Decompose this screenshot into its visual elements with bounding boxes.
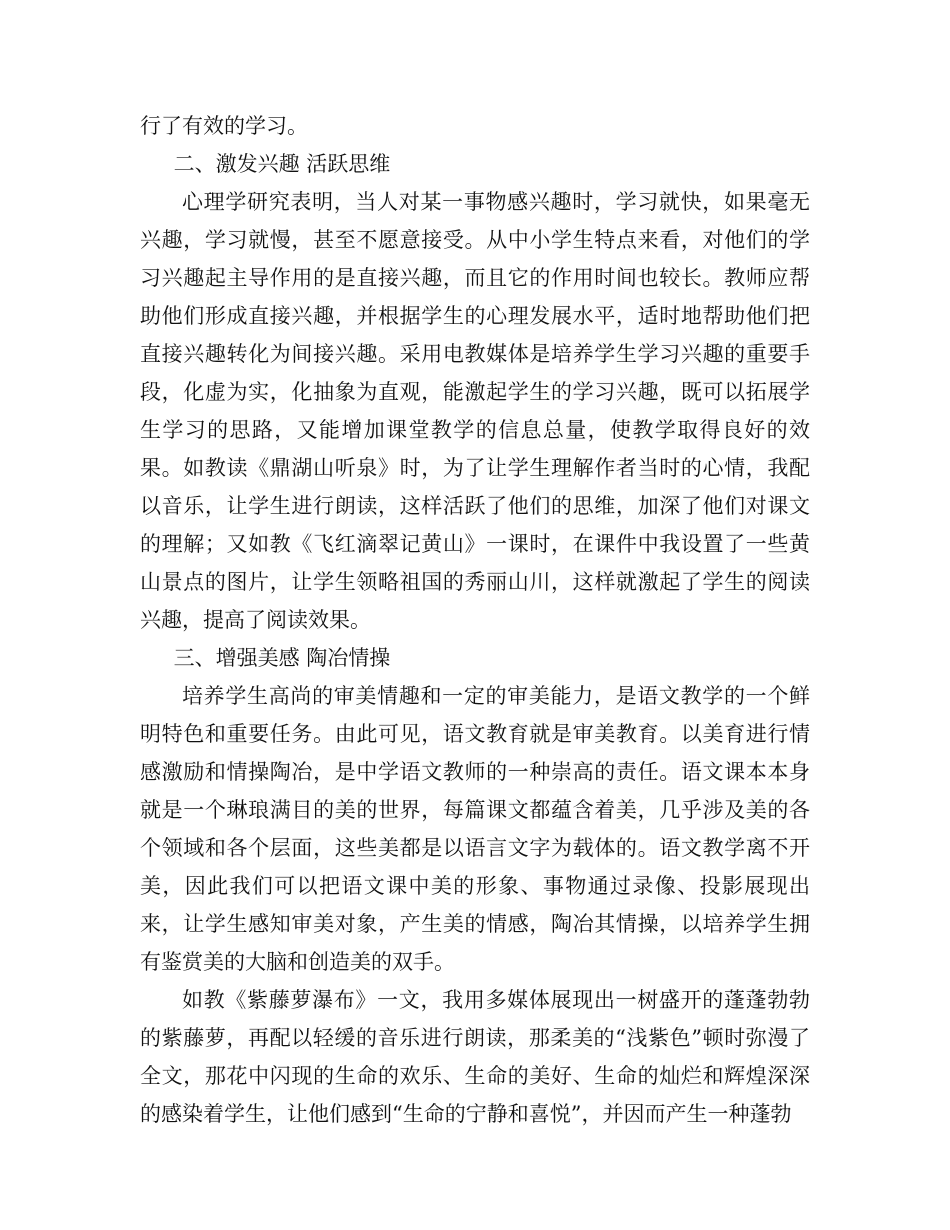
paragraph-aesthetics: 培养学生高尚的审美情趣和一定的审美能力，是语文教学的一个鲜明特色和重要任务。由此可见，语文教育就是审美教育。以美育进行情感激励和情操陶冶，是中学语文教师的一种崇高的责任。语文课本本身就是一个琳琅满目的美的世界，每篇课文都蕴含着美，几乎涉及美的各个领域和各个层面，这些美都是以语言文字为载体的。语文教学离不开美，因此我们可以把语文课中美的形象、事物通过录像、投影展现出来，让学生感知审美对象，产生美的情感，陶冶其情操，以培养学生拥有鉴赏美的大脑和创造美的双手。 <box>140 684 810 974</box>
paragraph-example-wisteria: 如教《紫藤萝瀑布》一文，我用多媒体展现出一树盛开的蓬蓬勃勃的紫藤萝，再配以轻缓的音乐进行朗读，那柔美的“浅紫色”顿时弥漫了全文，那花中闪现的生命的欢乐、生命的美好、生命的灿烂和辉煌深深的感染着学生，让他们感到“生命的宁静和喜悦”，并因而产生一种蓬勃 <box>140 988 810 1126</box>
paragraph-interest: 心理学研究表明，当人对某一事物感兴趣时，学习就快，如果毫无兴趣，学习就慢，甚至不愿意接受。从中小学生特点来看，对他们的学习兴趣起主导作用的是直接兴趣，而且它的作用时间也较长。教师应帮助他们形成直接兴趣，并根据学生的心理发展水平，适时地帮助他们把直接兴趣转化为间接兴趣。采用电教媒体是培养学生学习兴趣的重要手段，化虚为实，化抽象为直观，能激起学生的学习兴趣，既可以拓展学生学习的思路，又能增加课堂教学的信息总量，使教学取得良好的效果。如教读《鼎湖山听泉》时，为了让学生理解作者当时的心情，我配以音乐，让学生进行朗读，这样活跃了他们的思维，加深了他们对课文的理解；又如教《飞红滴翠记黄山》一课时，在课件中我设置了一些黄山景点的图片，让学生领略祖国的秀丽山川，这样就激起了学生的阅读兴趣，提高了阅读效果。 <box>140 190 810 632</box>
document-body <box>140 107 810 1133</box>
paragraph-continuation: 行了有效的学习。 <box>140 114 308 138</box>
section-heading-2: 二、激发兴趣 活跃思维 <box>173 152 391 176</box>
section-heading-3: 三、增强美感 陶冶情操 <box>173 646 391 670</box>
